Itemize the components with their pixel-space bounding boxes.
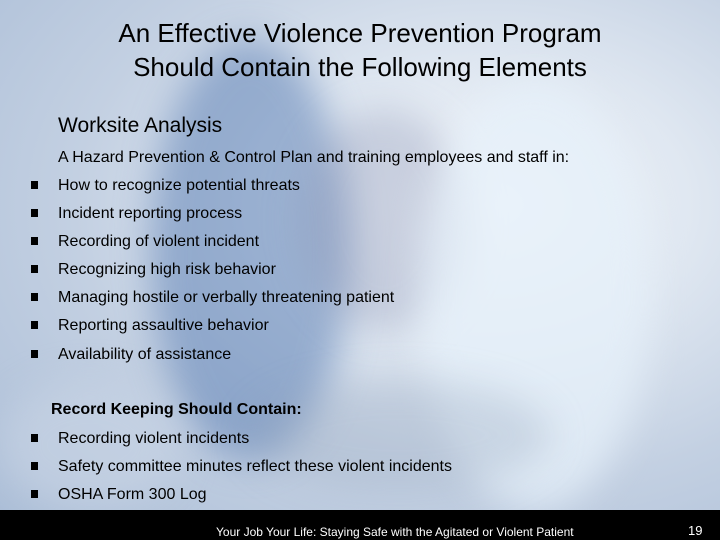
bullet-icon xyxy=(31,321,38,329)
bullet-icon xyxy=(31,434,38,442)
list-item-text: Reporting assaultive behavior xyxy=(58,317,269,334)
list-item-text: Safety committee minutes reflect these violent incidents xyxy=(58,458,452,475)
bullet-icon xyxy=(31,209,38,217)
bullet-icon xyxy=(31,490,38,498)
section-heading: Worksite Analysis xyxy=(58,114,223,137)
footer-text: Your Job Your Life: Staying Safe with the Agitated or Violent Patient xyxy=(216,525,574,539)
bullet-icon xyxy=(31,181,38,189)
slide-title xyxy=(0,16,720,84)
footer-bar xyxy=(0,510,720,540)
list-item-text: Availability of assistance xyxy=(58,346,232,363)
list-item-text: Recognizing high risk behavior xyxy=(58,261,276,278)
list-item-text: How to recognize potential threats xyxy=(58,177,300,194)
bullet-icon xyxy=(31,350,38,358)
list-item-text: Recording of violent incident xyxy=(58,233,260,250)
list-item-text: Managing hostile or verbally threatening patient xyxy=(58,289,395,306)
intro-text: A Hazard Prevention & Control Plan and training employees and staff in: xyxy=(58,149,570,166)
slide-title-line-2: Should Contain the Following Elements xyxy=(133,52,587,82)
bullet-icon xyxy=(31,462,38,470)
page-number: 19 xyxy=(688,523,703,538)
bullet-icon xyxy=(31,265,38,273)
list-item-text: Recording violent incidents xyxy=(58,430,250,447)
bullet-icon xyxy=(31,237,38,245)
bullet-icon xyxy=(31,293,38,301)
list-item-text: OSHA Form 300 Log xyxy=(58,486,207,503)
slide-title-line-1: An Effective Violence Prevention Program xyxy=(118,18,602,48)
list-item-text: Incident reporting process xyxy=(58,205,243,222)
record-keeping-heading: Record Keeping Should Contain: xyxy=(51,401,302,418)
